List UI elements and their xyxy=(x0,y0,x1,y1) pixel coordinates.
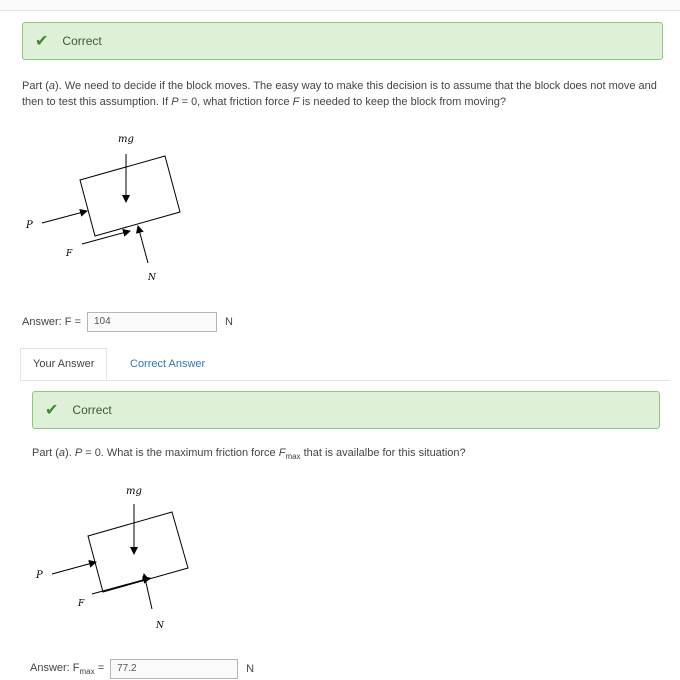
answer-input-2[interactable]: 77.2 xyxy=(110,659,238,679)
question-text-2: Part (a). P = 0. What is the maximum friction force $F_{max}$ that is availalbe for this situation? xyxy=(32,447,466,462)
free-body-diagram-2 xyxy=(10,476,270,641)
answer-unit: N xyxy=(225,316,233,328)
top-divider xyxy=(0,0,680,11)
p-arrow xyxy=(42,211,87,223)
checkmark-icon: ✔ xyxy=(45,402,59,419)
p-arrow xyxy=(52,562,96,574)
status-label: Correct xyxy=(72,403,112,417)
answer-row xyxy=(22,312,233,332)
label-n: N xyxy=(148,273,156,283)
label-p: P xyxy=(26,220,33,231)
tab-your-answer[interactable]: Your Answer xyxy=(20,348,107,380)
question-text: Part (a). We need to decide if the block moves. The easy way to make this decision is to assume that the block does not move and then to test this assumption. If P = 0, what friction force F is needed to keep the block from moving? xyxy=(22,80,657,108)
label-n: N xyxy=(156,621,164,631)
answer-label: Answer: $F_{max}$ = xyxy=(30,661,105,677)
correct-banner-2 xyxy=(32,391,660,429)
checkmark-icon: ✔ xyxy=(35,33,49,50)
n-arrow xyxy=(138,226,148,263)
label-p: P xyxy=(36,570,43,581)
label-mg: mg xyxy=(118,134,134,145)
status-label: Correct xyxy=(62,34,102,48)
label-f: F xyxy=(78,599,85,609)
block xyxy=(88,512,188,592)
answer-row-2 xyxy=(30,659,254,679)
answer-tabs xyxy=(20,348,670,381)
free-body-diagram xyxy=(0,120,260,295)
correct-banner xyxy=(22,22,663,60)
label-mg: mg xyxy=(126,486,142,497)
block xyxy=(80,156,180,236)
label-f: F xyxy=(66,249,73,259)
answer-unit: N xyxy=(246,663,255,675)
tab-correct-answer[interactable]: Correct Answer xyxy=(130,358,206,370)
answer-input[interactable]: 104 xyxy=(87,312,217,332)
answer-label: Answer: F = xyxy=(22,316,81,328)
